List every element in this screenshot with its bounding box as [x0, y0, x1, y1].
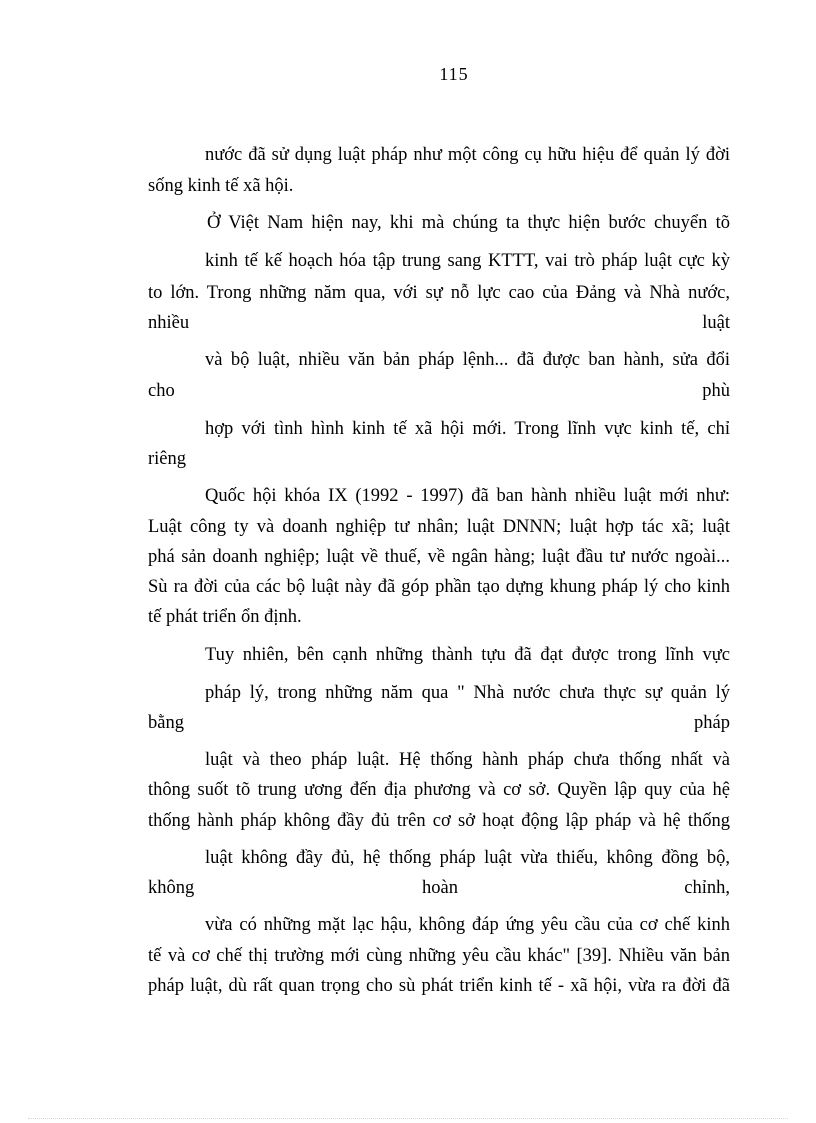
text-line: thông suốt tõ trung ương đến địa phương và cơ sở. Quyền lập quy của hệ — [148, 780, 730, 800]
text-line: luật và theo pháp luật. Hệ thống hành pháp chưa thống nhất và — [205, 750, 730, 770]
text-line: không — [148, 878, 195, 898]
text-line: Luật công ty và doanh nghiệp tư nhân; luật DNNN; luật hợp tác xã; luật — [148, 517, 730, 537]
text-line: kinh tế kế hoạch hóa tập trung sang KTTT, vai trò pháp luật cực kỳ — [205, 251, 730, 271]
text-line: Tuy nhiên, bên cạnh những thành tựu đã đạt được trong lĩnh vực — [205, 645, 730, 665]
text-line: luật không đầy đủ, hệ thống pháp luật vừa thiếu, không đồng bộ, — [205, 848, 730, 868]
text-line: hợp với tình hình kinh tế xã hội mới. Trong lĩnh vực kinh tế, chỉ — [205, 419, 730, 439]
text-line: vừa có những mặt lạc hậu, không đáp ứng yêu cầu của cơ chế kinh — [205, 915, 730, 935]
text-line: thống hành pháp không đầy đủ trên cơ sở hoạt động lập pháp và hệ thống — [148, 811, 730, 831]
text-line: luật — [702, 313, 730, 333]
text-line: phù — [702, 381, 730, 401]
text-line: bằng — [148, 713, 184, 733]
text-line: pháp luật, dù rất quan trọng cho sù phát triển kinh tế - xã hội, vừa ra đời đã — [148, 976, 730, 996]
text-line: sống kinh tế xã hội. — [148, 176, 294, 196]
text-line: cho — [148, 381, 175, 401]
text-line: phá sản doanh nghiệp; luật về thuế, về ngân hàng; luật đầu tư nước ngoài... — [148, 547, 730, 567]
text-line: pháp lý, trong những năm qua " Nhà nước chưa thực sự quản lý — [205, 683, 730, 703]
text-line: nước đã sử dụng luật pháp như một công cụ hữu hiệu để quản lý đời — [205, 145, 730, 165]
text-line: tế và cơ chế thị trường mới cùng những yêu cầu khác" [39]. Nhiều văn bản — [148, 946, 730, 966]
page-bottom-divider — [28, 1118, 788, 1119]
text-line: nhiều — [148, 313, 190, 333]
text-line: riêng — [148, 449, 187, 469]
text-line: Quốc hội khóa IX (1992 - 1997) đã ban hành nhiều luật mới như: — [205, 486, 730, 506]
text-line: Ở Việt Nam hiện nay, khi mà chúng ta thực hiện bước chuyển tõ — [207, 213, 730, 233]
text-line: hoàn — [422, 878, 458, 898]
text-line: pháp — [694, 713, 730, 733]
text-line: to lớn. Trong những năm qua, với sự nỗ lực cao của Đảng và Nhà nước, — [148, 283, 730, 303]
text-line: tế phát triển ổn định. — [148, 607, 302, 627]
text-line: và bộ luật, nhiều văn bản pháp lệnh... đã được ban hành, sửa đổi — [205, 350, 730, 370]
page-number: 115 — [439, 64, 469, 84]
text-line: chỉnh, — [684, 878, 730, 898]
text-line: Sù ra đời của các bộ luật này đã góp phần tạo dựng khung pháp lý cho kinh — [148, 577, 730, 597]
